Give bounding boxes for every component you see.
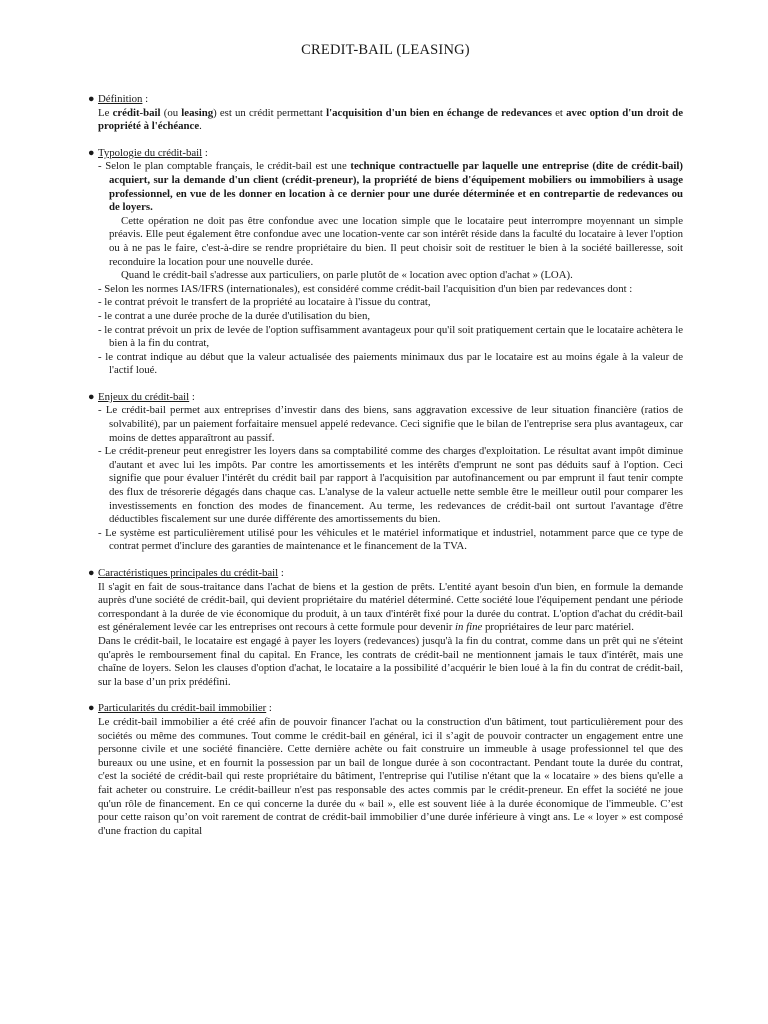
list-item: - le contrat indique au début que la valeur actualisée des paiements minimaux dus par le locataire est au moins égale à la valeur de l'actif loué. <box>98 350 683 377</box>
section-heading: ● Définition : <box>88 93 149 105</box>
list-item: - Le crédit-bail permet aux entreprises d’investir dans des biens, sans aggravation excessive de leur situation financière (ratios de solvabilité), par un paiement forfaitaire mensuel appelé redevance. Ceci signifie que le bilan de l'entreprise sera plus avantageux, car moins de dettes apparaîtront au passif. <box>98 404 683 444</box>
list-item: - le contrat prévoit un prix de levée de l'option suffisamment avantageux pour qu'il soit pratiquement certain que le locataire achètera le bien à la fin du contrat, <box>98 323 684 350</box>
caracteristiques-p1: Il s'agit en fait de sous-traitance dans l'achat de biens et la gestion de prêts. L'entité ayant besoin d'un bien, en formule la demande auprès d'une société de crédit-bail, qui devient propriétaire du matériel déterminé. Cette société loue l'équipement pendant une période correspondant à la durée de vie économique du produit, à un taux d'intérêt fixé pour la durée du contrat. L'option d'achat du crédit-bail est généralement levée car les entreprises ont recours à cette formule pour devenir in fine propriétaires de leur parc matériel. <box>98 580 683 634</box>
typologie-sub-1: Cette opération ne doit pas être confondue avec une location simple que le locataire peut interrompre moyennant un simple préavis. Elle peut également être confondue avec une location-vente car son intérêt réside dans la faculté du locataire à lever l'option ou à ne pas le faire, c'est-à-dire se rendre propriétaire du bien. Il peut choisir soit de restituer le bien à la société bailleresse, soit reconduire la location pour une nouvelle durée. <box>109 214 683 268</box>
typologie-item-2: - Selon les normes IAS/IFRS (internationales), est considéré comme crédit-bail l'acquisition d'un bien par redevances dont : <box>98 282 633 295</box>
particularites-p1: Le crédit-bail immobilier a été créé afin de pouvoir financer l'achat ou la construction d'un bâtiment, tout particulièrement pour des sociétés ou même des communes. Tout comme le crédit-bail en général, ici il s’agit de pouvoir contracter un engagement entre une personne civile et une société financière. Cette dernière achète ou fait construire un immeuble à usage professionnel tel que des bureaux ou une usine, et en fournit la possession par un bail de longue durée à son cocontractant. Pendant toute la durée du contrat, c'est la société de crédit-bail qui reste propriétaire du bâtiment, l'entreprise qui l'utilise n'étant que la « locataire » des biens qu'elle a fait acheter ou construire. Le crédit-bailleur n'est pas responsable des actes commis par le crédit-preneur. En effet la société ne joue qu'un rôle de financement. En ce qui concerne la durée du « bail », elle est souvent liée à la durée économique de l'immeuble. C’est pour cette raison qu’on voit rarement de contrat de crédit-bail immobilier d’une durée inférieure à vingt ans. Le « loyer » est composé d'une fraction du capital <box>98 715 683 837</box>
section-enjeux <box>88 391 683 554</box>
bullet-icon: ● <box>88 146 95 159</box>
section-heading: ● Particularités du crédit-bail immobilier : <box>88 702 272 715</box>
typologie-item-1: - Selon le plan comptable français, le crédit-bail est une technique contractuelle par laquelle une entreprise (dite de crédit-bail) acquiert, sur la demande d'un client (crédit-preneur), la propriété de biens d'équipement mobiliers ou immobiliers à usage professionnel, en vue de les donner en location à ce dernier pour une durée déterminée et en contrepartie de redevances ou de loyers. <box>98 160 683 214</box>
definition-text: Le crédit-bail (ou leasing) est un crédit permettant l'acquisition d'un bien en échange de redevances et avec option d'un droit de propriété à l'échéance. <box>98 106 683 133</box>
page-title: CREDIT-BAIL (LEASING) <box>301 42 470 58</box>
section-typologie <box>88 147 683 378</box>
list-item: - Le crédit-preneur peut enregistrer les loyers dans sa comptabilité comme des charges d'exploitation. Le résultat avant impôt diminue d'autant et avec lui les impôts. Par contre les amortissements et les intérêts d'emprunt ne sont pas déduits sauf à l'option. Ceci signifie que pour évaluer l'intérêt du crédit bail par rapport à l'acquisition par autofinancement ou par emprunt il faut tenir compte des flux de trésorerie dégagés dans chaque cas. L'analyse de la valeur actuelle nette semble être le meilleur outil pour comparer les investissements en fonction des modes de financement. Au terme, les redevances de crédit-bail ont surtout l'avantage d'être déductibles fiscalement sur une durée différente des amortissements du bien. <box>98 445 683 526</box>
section-heading: ● Enjeux du crédit-bail : <box>88 390 195 403</box>
bullet-icon: ● <box>88 702 95 715</box>
bullet-icon: ● <box>88 567 95 579</box>
section-particularites <box>88 702 683 838</box>
section-heading: ● Typologie du crédit-bail : <box>88 146 208 159</box>
typologie-sub-2: Quand le crédit-bail s'adresse aux particuliers, on parle plutôt de « location avec option d'achat » (LOA). <box>121 269 573 282</box>
bullet-icon: ● <box>88 390 95 403</box>
caracteristiques-p2: Dans le crédit-bail, le locataire est engagé à payer les loyers (redevances) jusqu'à la fin du contrat, comme dans un prêt qui ne s'éteint qu'après le remboursement final du capital. En France, les contrats de crédit-bail ne mentionnent jamais le taux d'intérêt, mais une chaîne de loyers. Selon les clauses d'option d'achat, le locataire a la possibilité d’acquérir le bien loué à la fin du contrat de crédit-bail, sur la base d’un prix prédéfini. <box>98 634 683 688</box>
list-item: - le contrat a une durée proche de la durée d'utilisation du bien, <box>98 309 371 322</box>
list-item: - le contrat prévoit le transfert de la propriété au locataire à l'issue du contrat, <box>98 296 431 309</box>
section-caracteristiques <box>88 567 683 689</box>
list-item: - Le système est particulièrement utilisé pour les véhicules et le matériel informatique et industriel, notamment parce que ce type de contrat permet d'inclure des garanties de maintenance et le financement de la TVA. <box>98 526 683 553</box>
section-definition <box>88 93 683 134</box>
bullet-icon: ● <box>88 93 95 105</box>
section-heading: ● Caractéristiques principales du crédit-bail : <box>88 567 284 579</box>
